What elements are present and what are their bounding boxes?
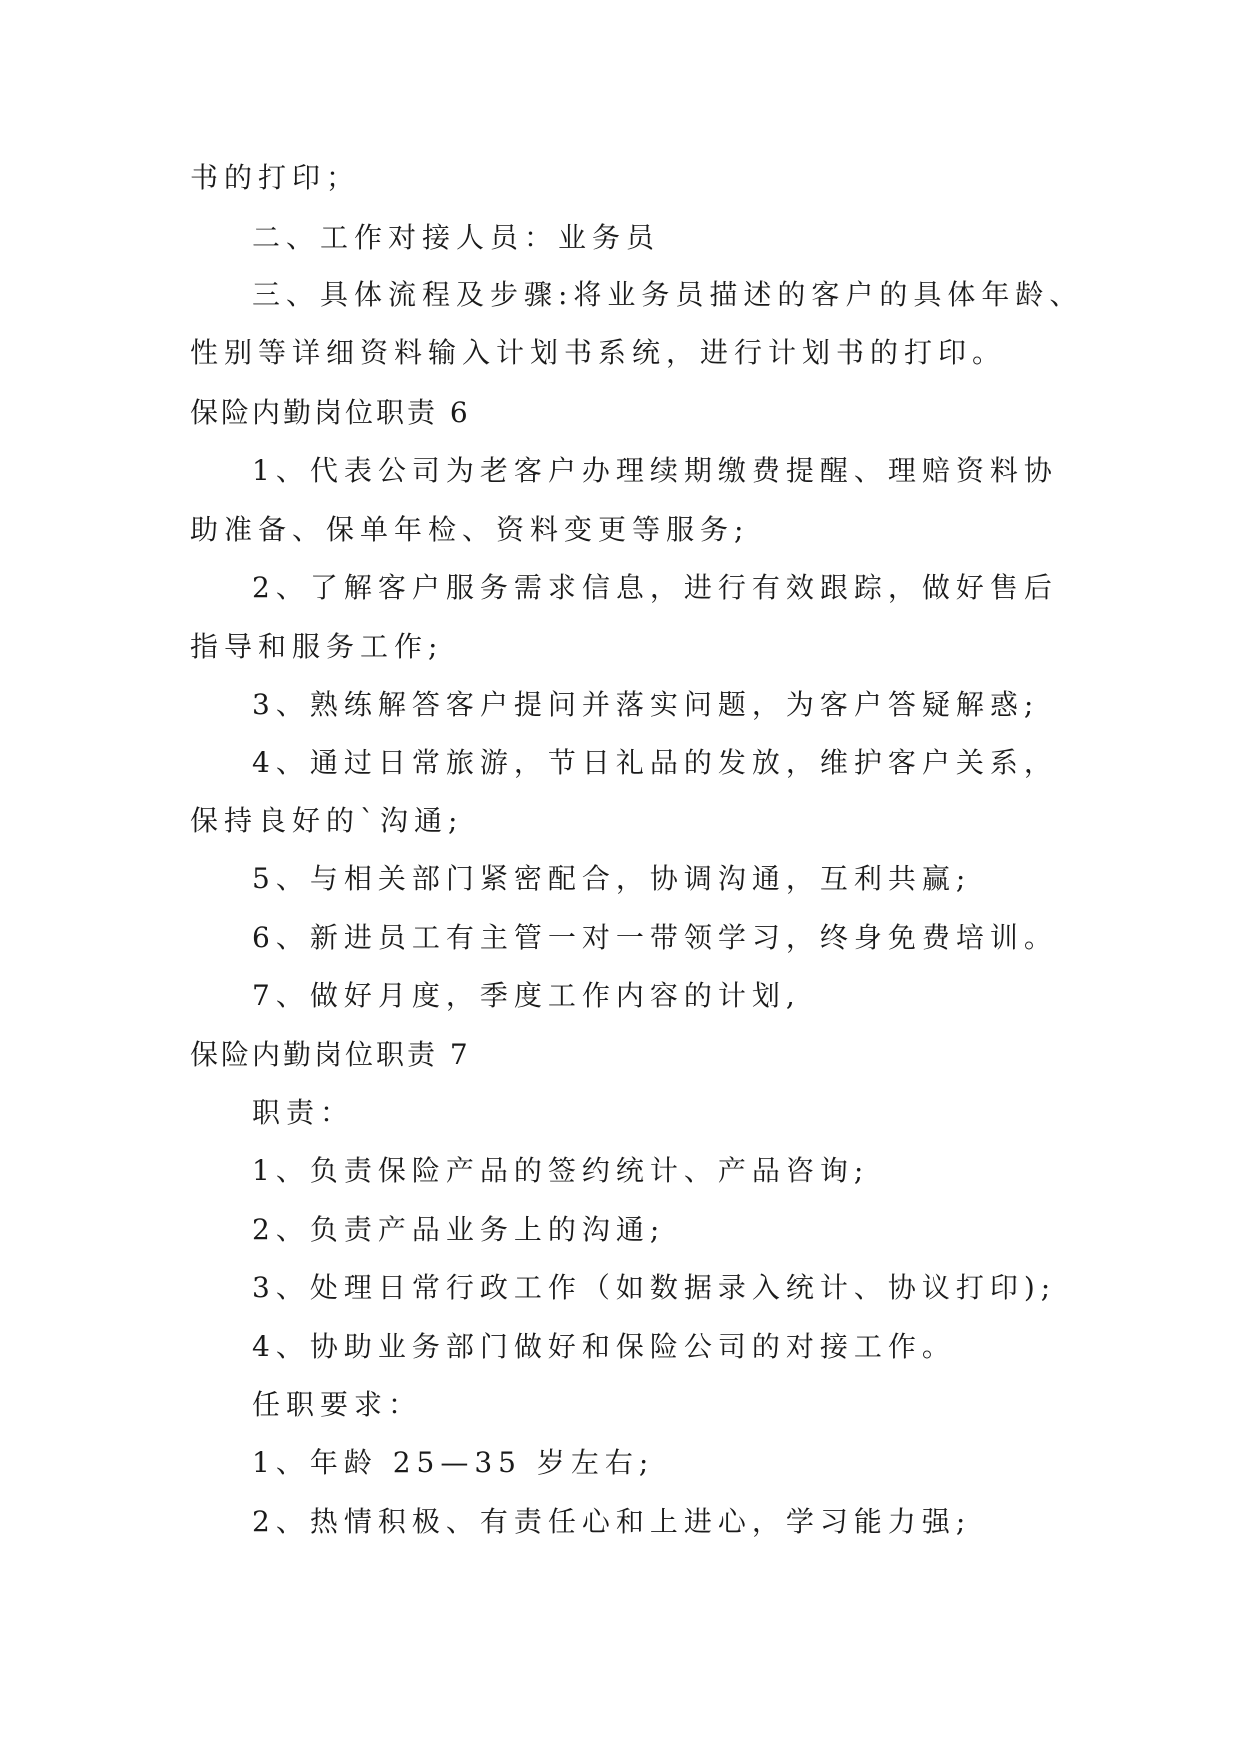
text-line: 助准备、保单年检、资料变更等服务; bbox=[190, 513, 750, 546]
text-line: 任职要求： bbox=[252, 1388, 423, 1421]
text-line: 4、协助业务部门做好和保险公司的对接工作。 bbox=[252, 1330, 956, 1363]
text-line: 6、新进员工有主管一对一带领学习，终身免费培训。 bbox=[252, 921, 1058, 954]
text-line: 1、年龄 25—35 岁左右; bbox=[252, 1446, 655, 1479]
text-line: 职责： bbox=[252, 1096, 355, 1129]
text-line: 2、了解客户服务需求信息，进行有效跟踪，做好售后 bbox=[252, 571, 1058, 604]
text-line: 7、做好月度，季度工作内容的计划, bbox=[252, 979, 801, 1012]
text-line: 书的打印； bbox=[190, 161, 361, 194]
text-line: 2、热情积极、有责任心和上进心，学习能力强; bbox=[252, 1505, 972, 1538]
text-line: 1、负责保险产品的签约统计、产品咨询; bbox=[252, 1154, 870, 1187]
text-line: 三、具体流程及步骤:将业务员描述的客户的具体年龄、 bbox=[252, 278, 1084, 311]
text-line: 性别等详细资料输入计划书系统，进行计划书的打印。 bbox=[190, 336, 1007, 369]
text-line: 3、熟练解答客户提问并落实问题，为客户答疑解惑; bbox=[252, 688, 1040, 721]
text-line: 3、处理日常行政工作（如数据录入统计、协议打印); bbox=[252, 1271, 1057, 1304]
text-line: 保持良好的`沟通; bbox=[190, 804, 464, 837]
section-heading: 保险内勤岗位职责 6 bbox=[190, 396, 471, 429]
text-line: 二、工作对接人员：业务员 bbox=[252, 221, 661, 254]
section-heading: 保险内勤岗位职责 7 bbox=[190, 1038, 471, 1071]
text-line: 2、负责产品业务上的沟通; bbox=[252, 1213, 666, 1246]
text-line: 5、与相关部门紧密配合，协调沟通，互利共赢; bbox=[252, 862, 972, 895]
text-line: 1、代表公司为老客户办理续期缴费提醒、理赔资料协 bbox=[252, 454, 1058, 487]
text-line: 指导和服务工作; bbox=[190, 630, 444, 663]
text-line: 4、通过日常旅游，节日礼品的发放，维护客户关系， bbox=[252, 746, 1058, 779]
